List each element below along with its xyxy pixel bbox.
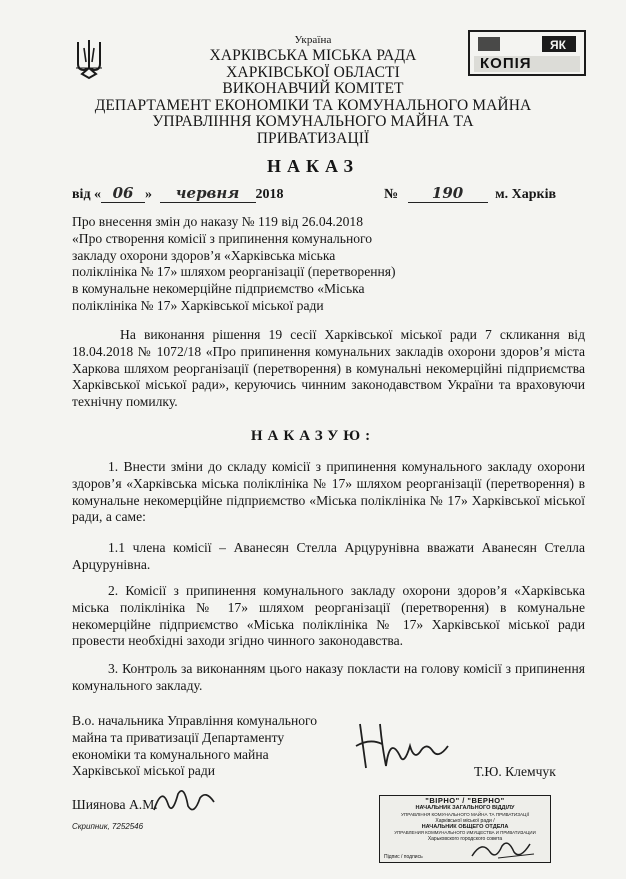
country-label: Україна xyxy=(294,34,332,46)
copy-stamp-label: КОПІЯ xyxy=(480,55,532,72)
signatory-position xyxy=(72,713,362,780)
verify-stamp-line: НАЧАЛЬНИК ОБЩЕГО ОТДЕЛА xyxy=(421,823,509,830)
order-item-1: 1. Внести зміни до складу комісії з припинення комунального закладу охорони здоров’я «Харківська міська поліклініка № 17» шляхом реорганізації (перетворення) в комунальне некомерційне підприємство «Міська поліклініка № 17» Харківської міської ради, а саме: xyxy=(72,459,585,525)
verify-stamp-footer: Підпис / подпись xyxy=(384,854,423,860)
verify-stamp-line: УПРАВЛІННЯ КОМУНАЛЬНОГО МАЙНА ТА ПРИВАТИЗАЦІЇ xyxy=(400,811,530,817)
order-number-line xyxy=(384,184,556,203)
subject-line: «Про створення комісії з припинення комунального xyxy=(72,230,373,246)
order-item-3: 3. Контроль за виконанням цього наказу покласти на голову комісії з припинення комунального закладу. xyxy=(72,661,585,693)
number-label: № xyxy=(384,187,399,202)
header-line: УПРАВЛІННЯ КОМУНАЛЬНОГО МАЙНА ТА xyxy=(152,113,474,130)
executor-signature-mark xyxy=(150,780,220,820)
subject-line: поліклініка № 17» Харківської міської ради xyxy=(72,297,324,313)
executor-note: Скрипник, 7252546 xyxy=(72,822,144,831)
header-line: ВИКОНАВЧИЙ КОМІТЕТ xyxy=(222,80,404,97)
date-month: червня xyxy=(160,184,256,203)
order-subject xyxy=(72,214,412,315)
verify-stamp-heading: "ВІРНО" / "ВЕРНО" xyxy=(425,796,505,805)
date-prefix: від « xyxy=(72,187,102,202)
header-line: ПРИВАТИЗАЦІЇ xyxy=(256,129,370,147)
date-year: 2018 xyxy=(255,187,284,202)
header-line: ХАРКІВСЬКОЇ ОБЛАСТІ xyxy=(226,63,400,81)
header-line: ДЕПАРТАМЕНТ ЕКОНОМІКИ ТА КОМУНАЛЬНОГО МАЙНА xyxy=(94,96,532,114)
order-word: НАКАЗУЮ: xyxy=(250,428,376,444)
copy-stamp xyxy=(468,30,586,76)
position-line: майна та приватизації Департаменту xyxy=(72,729,285,745)
preamble-paragraph: На виконання рішення 19 сесії Харківської міської ради 7 скликання від 18.04.2018 № 1072/18 «Про припинення комунальних закладів охорони здоров’я міста Харкова шляхом реорганізації (перетворення) в комунальні некомерційні підприємства Харківської міської ради», керуючись чинним законодавством України та враховуючи технічну помилку. xyxy=(72,327,585,410)
verify-stamp-line: УПРАВЛЕНИЯ КОММУНАЛЬНОГО ИМУЩЕСТВА И ПРИВАТИЗАЦИИ xyxy=(394,830,536,835)
position-line: В.о. начальника Управління комунального xyxy=(72,713,318,728)
header-line: ХАРКІВСЬКА МІСЬКА РАДА xyxy=(209,47,417,64)
executor-name: Шиянова А.М. xyxy=(72,797,158,812)
subject-line: Про внесення змін до наказу № 119 від 26.04.2018 xyxy=(72,214,364,229)
order-number: 190 xyxy=(408,184,488,203)
document-title: НАКАЗ xyxy=(266,156,360,176)
order-item-1-1: 1.1 члена комісії – Аванесян Стелла Арцурунівна вважати Аванесян Стелла Арцурунівна. xyxy=(72,540,585,572)
svg-text:ЯК: ЯК xyxy=(550,38,566,52)
verify-stamp-line: Харківської міської ради / xyxy=(435,817,495,824)
position-line: економіки та комунального майна xyxy=(72,746,269,762)
signature-mark xyxy=(352,716,462,776)
verify-stamp-line: НАЧАЛЬНИК ЗАГАЛЬНОГО ВІДДІЛУ xyxy=(415,805,515,811)
order-item-2: 2. Комісії з припинення комунального закладу охорони здоров’я «Харківська міська поліклініка № 17» шляхом реорганізації (перетворення) в комунальне некомерційне підприємство «Міська поліклініка № 17» Харківської міської ради провести необхідні заходи згідно чинного законодавства. xyxy=(72,583,585,649)
position-line: Харківської міської ради xyxy=(72,763,216,779)
subject-line: закладу охорони здоров’я «Харківська міська xyxy=(72,247,336,263)
subject-line: поліклініка № 17» шляхом реорганізації (перетворення) xyxy=(72,264,396,280)
verify-stamp-signature-mark xyxy=(468,834,538,864)
signatory-name: Т.Ю. Клемчук xyxy=(474,764,556,779)
date-mid: » xyxy=(145,187,153,202)
city: м. Харків xyxy=(495,187,557,202)
verify-stamp-line: Харьковского городского совета xyxy=(427,836,503,842)
date-day: 06 xyxy=(101,184,145,203)
subject-line: в комунальне некомерційне підприємство «Міська xyxy=(72,281,365,297)
